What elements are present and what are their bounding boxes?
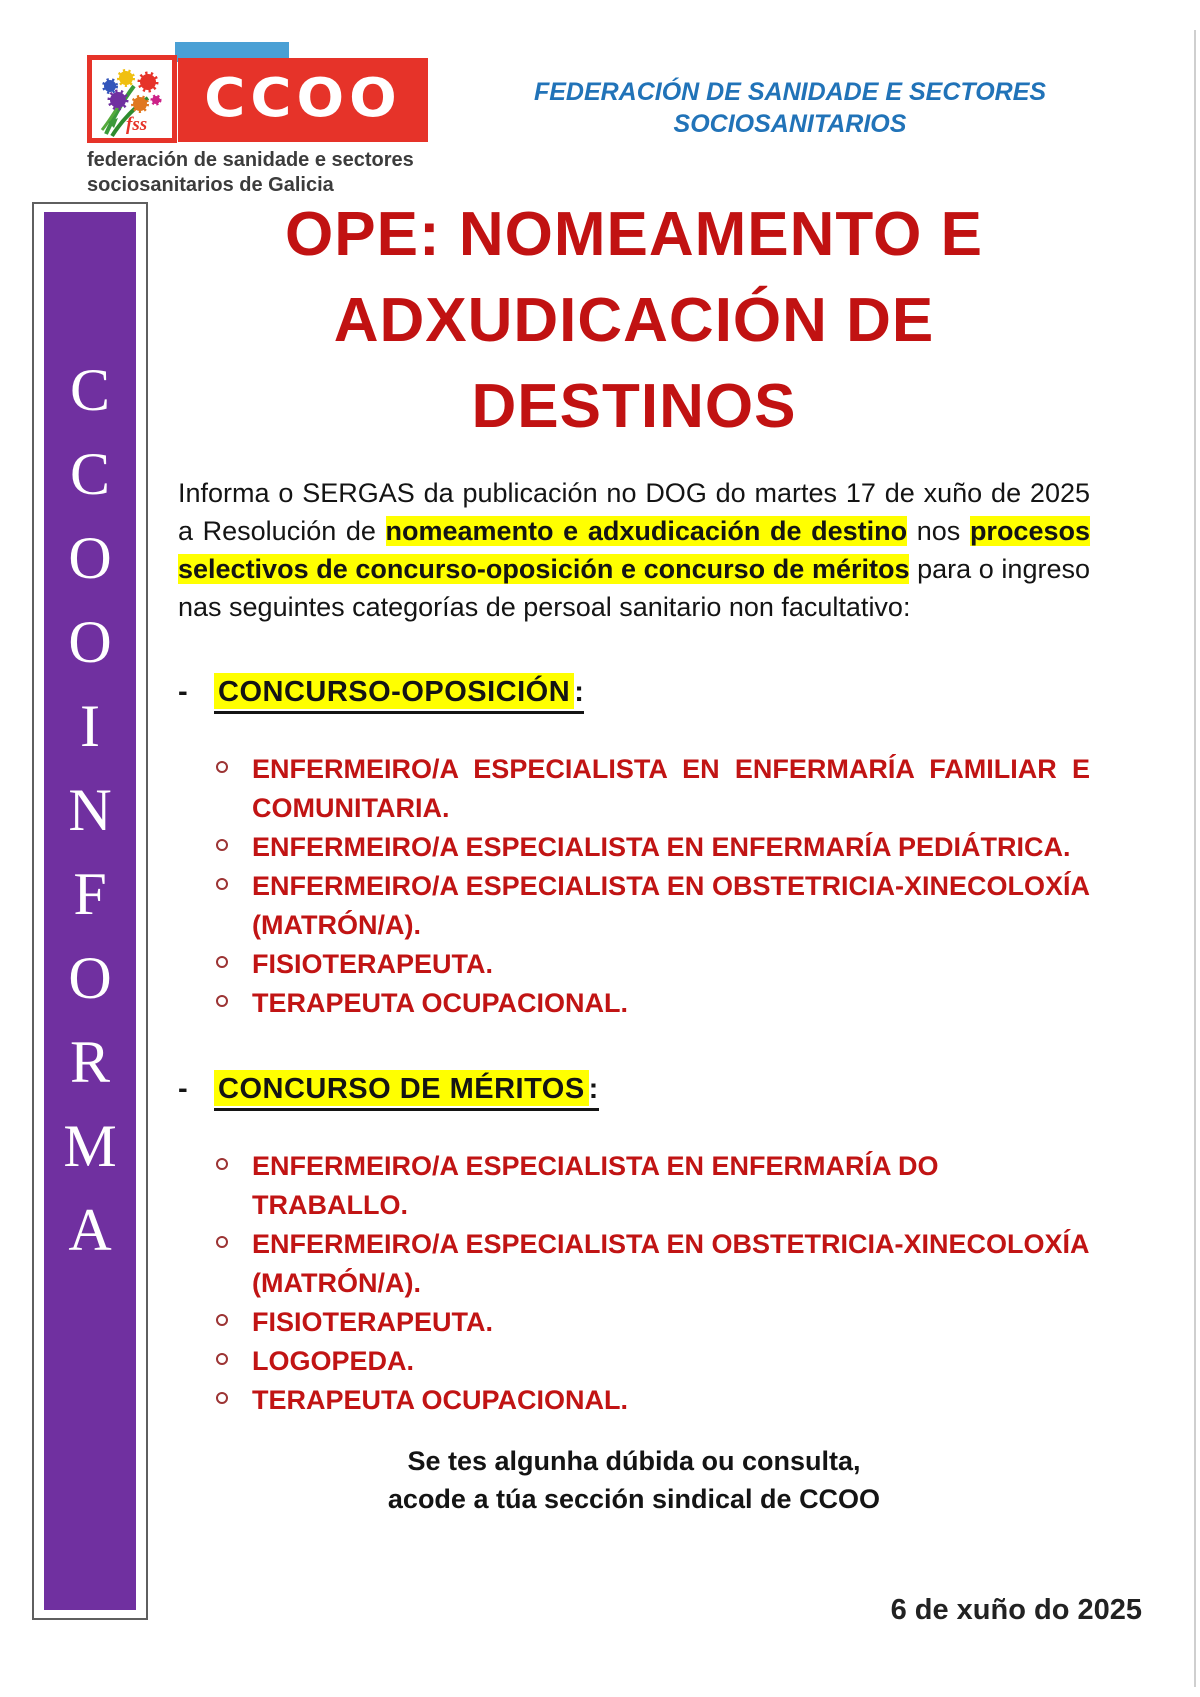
page-title: [178, 192, 1090, 450]
circle-bullet-icon: [216, 867, 252, 945]
list-item-label: LOGOPEDA.: [252, 1346, 415, 1376]
list-item: [216, 750, 1090, 828]
list-item: [216, 1342, 1090, 1381]
intro-paragraph: [178, 474, 1090, 626]
list-item: [216, 1303, 1090, 1342]
section-heading-colon: :: [588, 1073, 599, 1105]
list-item: [216, 1147, 1090, 1225]
circle-bullet-icon: [216, 750, 252, 828]
ccoo-logo: [85, 42, 505, 202]
list-item: [216, 945, 1090, 984]
sidebar-letter: N: [68, 777, 112, 843]
sidebar-letter: O: [68, 525, 112, 591]
intro-highlight-1: nomeamento e adxudicación de destino: [385, 516, 908, 546]
list-item-label: TERAPEUTA OCUPACIONAL.: [252, 1385, 628, 1415]
logo-ccoo-acronym: CCOO: [204, 67, 402, 129]
sidebar-letter: C: [69, 357, 111, 423]
list-item-label: ENFERMEIRO/A ESPECIALISTA EN OBSTETRICIA-XINECOLOXÍA (MATRÓN/A).: [252, 1229, 1089, 1298]
federation-header-line2: SOCIOSANITARIOS: [673, 110, 907, 138]
federation-header: [460, 76, 1120, 140]
category-list: [178, 750, 1090, 1023]
footer-line2: acode a túa sección sindical de CCOO: [387, 1484, 881, 1514]
section-heading-colon: :: [574, 676, 585, 708]
sidebar-purple-banner: [44, 212, 136, 1610]
intro-seg3: nos: [907, 516, 970, 546]
section-concurso-oposicion: [178, 676, 1090, 1023]
list-item-label: ENFERMEIRO/A ESPECIALISTA EN ENFERMARÍA FAMILIAR E COMUNITARIA.: [252, 754, 1090, 823]
list-item-label: ENFERMEIRO/A ESPECIALISTA EN ENFERMARÍA PEDIÁTRICA.: [252, 832, 1071, 862]
title-line2: ADXUDICACIÓN DE: [333, 286, 935, 355]
section-dash-bullet: -: [178, 1073, 188, 1105]
intro-highlight-2: procesos selectivos de concurso-oposición e concurso de méritos: [178, 516, 1090, 584]
list-item: [216, 1225, 1090, 1303]
title-line3: DESTINOS: [471, 372, 797, 441]
list-item: [216, 1381, 1090, 1420]
section-heading-text: CONCURSO DE MÉRITOS: [214, 1070, 589, 1106]
list-item-label: ENFERMEIRO/A ESPECIALISTA EN OBSTETRICIA-XINECOLOXÍA (MATRÓN/A).: [252, 871, 1090, 940]
circle-bullet-icon: [216, 1342, 252, 1381]
section-heading-row: [178, 676, 1090, 714]
sidebar-letter: O: [68, 609, 112, 675]
circle-bullet-icon: [216, 1225, 252, 1303]
sidebar-letter: I: [80, 693, 100, 759]
title-line1: OPE: NOMEAMENTO E: [285, 200, 983, 269]
section-heading-row: [178, 1073, 1090, 1111]
date-stamp: 6 de xuño do 2025: [890, 1594, 1142, 1626]
list-item: [216, 828, 1090, 867]
logo-red-box: [178, 58, 428, 142]
logo-org-line2: sociosanitarios de Galicia: [87, 174, 334, 196]
section-heading-text: CONCURSO-OPOSICIÓN: [214, 673, 574, 709]
sidebar-letter: O: [68, 945, 112, 1011]
logo-org-line1: federación de sanidade e sectores: [87, 149, 414, 171]
circle-bullet-icon: [216, 828, 252, 867]
list-item-label: TERAPEUTA OCUPACIONAL.: [252, 988, 628, 1018]
list-item-label: FISIOTERAPEUTA.: [252, 949, 494, 979]
logo-organization-name: [87, 148, 414, 198]
sidebar-letter: M: [63, 1113, 117, 1179]
sidebar-letter: A: [68, 1197, 112, 1263]
list-item: [216, 984, 1090, 1023]
section-heading-underline: [214, 676, 584, 714]
ccoo-informa-sidebar: [32, 202, 148, 1620]
list-item-label: ENFERMEIRO/A ESPECIALISTA EN ENFERMARÍA DO TRABALLO.: [252, 1151, 939, 1220]
circle-bullet-icon: [216, 945, 252, 984]
circle-bullet-icon: [216, 1303, 252, 1342]
footer-note: [178, 1442, 1090, 1518]
federation-header-line1: FEDERACIÓN DE SANIDADE E SECTORES: [533, 78, 1047, 106]
section-dash-bullet: -: [178, 676, 188, 708]
circle-bullet-icon: [216, 1147, 252, 1225]
sidebar-letter: R: [69, 1029, 111, 1095]
list-item-label: FISIOTERAPEUTA.: [252, 1307, 494, 1337]
section-heading-underline: [214, 1073, 599, 1111]
category-list: [178, 1147, 1090, 1420]
logo-fss-caption: fss: [126, 114, 148, 135]
sidebar-letter: F: [73, 861, 107, 927]
main-content: [178, 192, 1090, 1518]
intro-seg5: para o ingreso nas seguintes categorías de persoal sanitario non facultativo:: [178, 554, 1090, 622]
circle-bullet-icon: [216, 1381, 252, 1420]
circle-bullet-icon: [216, 984, 252, 1023]
list-item: [216, 867, 1090, 945]
section-concurso-meritos: [178, 1073, 1090, 1420]
footer-line1: Se tes algunha dúbida ou consulta,: [407, 1446, 861, 1476]
sidebar-letter: C: [69, 441, 111, 507]
flower-bouquet-icon: [92, 60, 172, 138]
logo-flower-emblem: [87, 55, 177, 143]
intro-seg1: Informa o SERGAS da publicación no DOG do martes 17 de xuño de 2025 a Resolución de: [178, 478, 1090, 546]
